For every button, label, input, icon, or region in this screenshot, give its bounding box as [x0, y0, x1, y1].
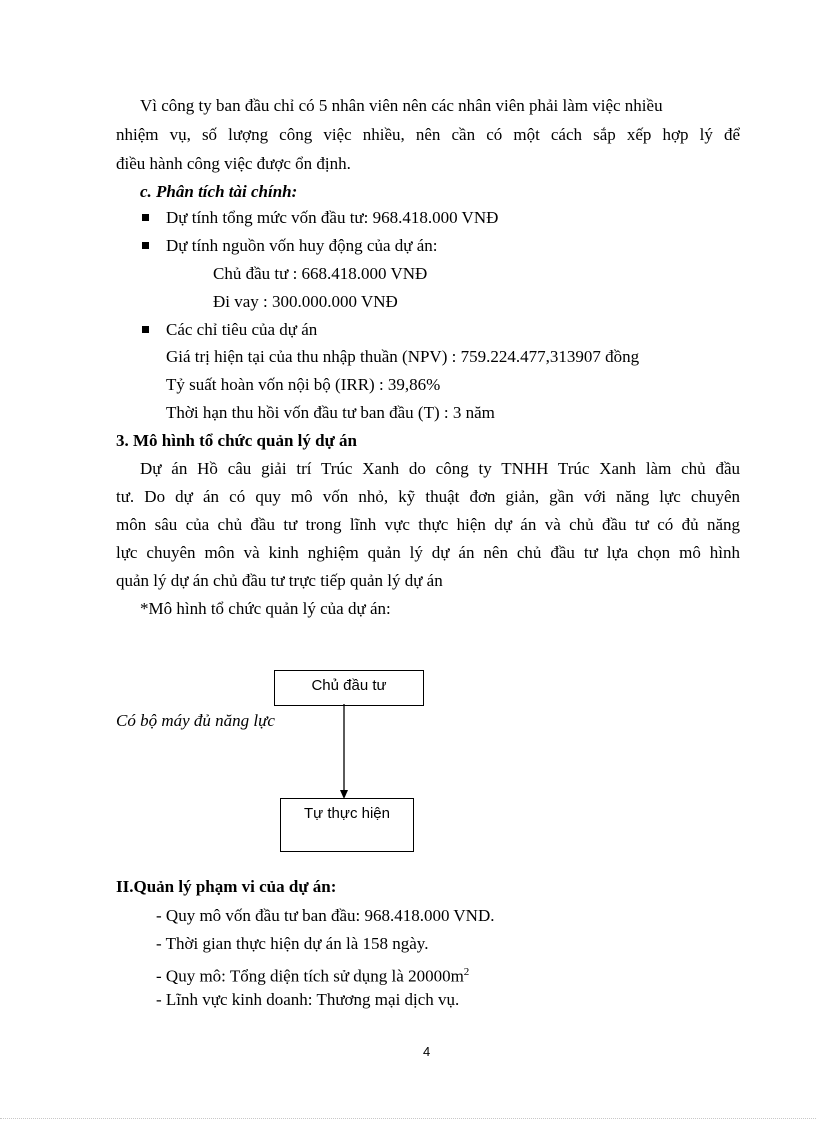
model-label: *Mô hình tổ chức quản lý của dự án: — [140, 599, 391, 618]
npv-value: Giá trị hiện tại của thu nhập thuần (NPV) : 759.224.477,313907 đồng — [166, 347, 640, 366]
owner-box — [274, 670, 424, 706]
section-3-line-4: lực chuyên môn và kinh nghiệm quản lý dự án nên chủ đầu tư lựa chọn mô hình — [116, 543, 740, 562]
capability-note: Có bộ máy đủ năng lực — [116, 711, 275, 730]
page-number: 4 — [423, 1044, 431, 1059]
scope-item-area-text: - Quy mô: Tổng diện tích sử dụng là 20000m — [156, 966, 464, 986]
total-capital: Dự tính tổng mức vốn đầu tư: 968.418.000 VNĐ — [166, 208, 499, 227]
bullet-icon — [142, 214, 149, 221]
scope-heading: II.Quản lý phạm vi của dự án: — [116, 877, 337, 896]
owner-box-label: Chủ đầu tư — [311, 677, 387, 694]
capital-sources-label: Dự tính nguồn vốn huy động của dự án: — [166, 236, 438, 255]
page-bottom-rule — [0, 1118, 816, 1119]
scope-item-business: - Lĩnh vực kinh doanh: Thương mại dịch vụ. — [156, 990, 460, 1009]
scope-item-area — [156, 962, 469, 987]
section-3-line-1: Dự án Hồ câu giải trí Trúc Xanh do công ty TNHH Trúc Xanh làm chủ đầu — [140, 459, 740, 478]
arrow-down-icon — [336, 704, 352, 800]
bullet-icon — [142, 242, 149, 249]
section-3-line-2: tư. Do dự án có quy mô vốn nhỏ, kỹ thuật đơn giản, gần với năng lực chuyên — [116, 487, 740, 506]
intro-line-1: Vì công ty ban đầu chỉ có 5 nhân viên nên các nhân viên phải làm việc nhiều — [140, 96, 663, 115]
intro-line-2: nhiệm vụ, số lượng công việc nhiều, nên cần có một cách sắp xếp hợp lý để — [116, 125, 740, 144]
finance-heading: c. Phân tích tài chính: — [140, 182, 298, 201]
section-3-line-3: môn sâu của chủ đầu tư trong lĩnh vực thực hiện dự án và chủ đầu tư có đủ năng — [116, 515, 740, 534]
loan-capital: Đi vay : 300.000.000 VNĐ — [213, 292, 398, 311]
intro-line-3: điều hành công việc được ổn định. — [116, 154, 351, 173]
bullet-icon — [142, 326, 149, 333]
section-3-line-5: quản lý dự án chủ đầu tư trực tiếp quản lý dự án — [116, 571, 443, 590]
scope-item-capital: - Quy mô vốn đầu tư ban đầu: 968.418.000 VND. — [156, 906, 495, 925]
section-3-heading: 3. Mô hình tổ chức quản lý dự án — [116, 431, 357, 450]
scope-item-area-superscript: 2 — [463, 966, 470, 978]
scope-item-duration: - Thời gian thực hiện dự án là 158 ngày. — [156, 934, 429, 953]
self-implementation-box — [280, 798, 414, 852]
self-implementation-label: Tự thực hiện — [304, 805, 390, 822]
irr-value: Tỷ suất hoàn vốn nội bộ (IRR) : 39,86% — [166, 375, 441, 394]
owner-capital: Chủ đầu tư : 668.418.000 VNĐ — [213, 264, 428, 283]
indicators-label: Các chỉ tiêu của dự án — [166, 320, 318, 339]
payback-period: Thời hạn thu hồi vốn đầu tư ban đầu (T) : 3 năm — [166, 403, 495, 422]
